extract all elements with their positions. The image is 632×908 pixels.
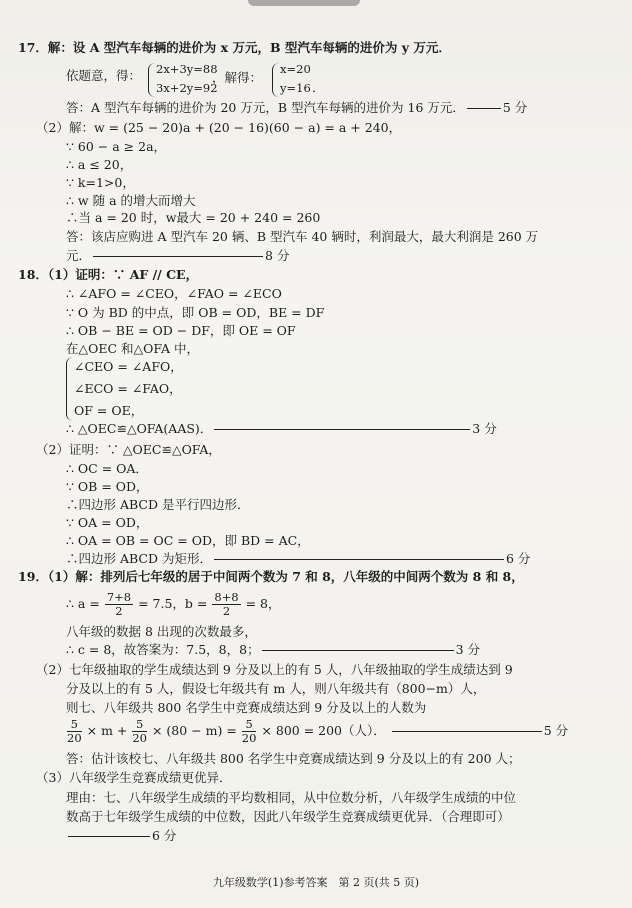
q19-answer: 答：估计该校七、八年级共 800 名学生中竞赛成绩达到 9 分及以上的有 200 人；: [66, 751, 521, 766]
q17-brace-1: [148, 63, 155, 97]
q19-part2-a: （2）七年级抽取的学生成绩达到 9 分及以上的有 5 人，八年级抽取的学生成绩达到 9: [36, 662, 513, 677]
q19-line-3: 八年级的数据 8 出现的次数最多，: [66, 624, 257, 639]
q17-score-8: 8 分: [265, 248, 290, 263]
q18-score-3: 3 分: [472, 421, 497, 436]
q18-line-5: 在△OEC 和△OFA 中，: [66, 341, 199, 356]
q18-part2: （2）证明：∵ △OEC≌△OFA，: [36, 442, 221, 457]
q17-solution-y: y=16: [280, 81, 311, 95]
q19-score-line: [66, 828, 176, 844]
q18-condition-2: ∠ECO = ∠FAO，: [74, 381, 182, 396]
q17-line-2-label: 依题意，得：: [66, 68, 142, 83]
q19-line-4: ∴ c = 8，故答案为：7.5，8，8； 3 分: [66, 642, 481, 657]
q17-solution-x: x=20: [280, 62, 311, 76]
q17-part2: （2）解：w = (25 − 20)a + (20 − 16)(60 − a) = a + 240，: [36, 120, 402, 135]
q18-line-3: ∵ O 为 BD 的中点，即 OB = OD，BE = DF: [66, 305, 325, 320]
q19-equation: $\frac{5}{20}$ × m + $\frac{5}{20}$ × (80 − m) = $\frac{5}{20}$ × 800 = 200（人）． 5 分: [67, 717, 569, 745]
fraction-a: $\frac{7+8}{2}$: [106, 590, 132, 618]
q18-condition-1: ∠CEO = ∠AFO，: [74, 359, 183, 374]
q17-system-eq2: 3x+2y=92: [156, 81, 218, 95]
q17-solve-label: ，解得：: [212, 70, 263, 85]
q17-line-5: ∵ 60 − a ≥ 2a，: [66, 139, 167, 154]
q18-line-4: ∴ OB − BE = OD − DF，即 OE = OF: [66, 323, 296, 338]
q18-m5: ∴ OA = OB = OC = OD，即 BD = AC，: [66, 533, 310, 548]
q19-part2-c: 则七、八年级共 800 名学生中竞赛成绩达到 9 分及以上的人数为: [66, 700, 427, 715]
q17-line-7: ∵ k=1>0，: [66, 175, 135, 190]
q19-line-2: ∴ a = $\frac{7+8}{2}$ = 7.5，b = $\frac{8+8}{2}$ = 8，: [66, 590, 281, 618]
q17-line-6: ∴ a ≤ 20，: [66, 157, 133, 172]
q17-period: ．: [312, 80, 325, 95]
q17-line-8: ∴ w 随 a 的增大而增大: [66, 193, 196, 208]
q18-m2: ∵ OB = OD，: [66, 479, 149, 494]
fraction-5-20-a: $\frac{5}{20}$: [67, 717, 82, 745]
q18-score-6: 6 分: [505, 551, 531, 566]
fraction-5-20-b: $\frac{5}{20}$: [132, 717, 147, 745]
q18-m1: ∴ OC = OA．: [66, 461, 148, 476]
fraction-b: $\frac{8+8}{2}$: [214, 590, 239, 618]
q19-reason-1: 理由：七、八年级学生成绩的平均数相同，从中位数分析，八年级学生成绩的中位: [66, 790, 517, 805]
q18-m3: ∴四边形 ABCD 是平行四边形．: [66, 497, 250, 512]
q19-part2-b: 分及以上的有 5 人，假设七年级共有 m 人，则八年级共有（800−m）人，: [66, 681, 486, 696]
page-footer: 九年级数学(1)参考答案 第 2 页(共 5 页): [212, 876, 420, 889]
q19-reason-2: 数高于七年级学生成绩的中位数，因此八年级学生竞赛成绩更优异．（合理即可）: [66, 809, 510, 824]
q17-answer-1: 答：A 型汽车每辆的进价为 20 万元，B 型汽车每辆的进价为 16 万元． 5 分: [66, 100, 528, 115]
q18-m4: ∵ OA = OD，: [66, 515, 149, 530]
q19-score-6: 6 分: [152, 828, 177, 843]
q17-line-11: 元． 8 分: [66, 248, 290, 263]
q19-score-5: 5 分: [543, 723, 569, 738]
q17-system-eq1: 2x+3y=88: [156, 62, 218, 76]
q17-line-9: ∴当 a = 20 时，w最大 = 20 + 240 = 260: [66, 210, 321, 225]
q18-m6: ∴四边形 ABCD 为矩形． 6 分: [66, 551, 531, 566]
q19-line-1: 19．（1）解：排列后七年级的居于中间两个数为 7 和 8，八年级的中间两个数为 8 和 8，: [18, 569, 524, 584]
q18-line-1: 18．（1）证明：∵ AF // CE，: [18, 267, 199, 282]
q18-line-6: ∴ △OEC≌△OFA(AAS)． 3 分: [66, 421, 497, 436]
binding-mark: [248, 0, 360, 6]
q18-line-2: ∴ ∠AFO = ∠CEO，∠FAO = ∠ECO: [66, 286, 282, 301]
q17-brace-2: [272, 63, 279, 97]
q18-condition-3: OF = OE，: [74, 403, 144, 418]
q19-score-3: 3 分: [455, 642, 481, 657]
q18-brace: [66, 357, 73, 421]
q17-score-5: 5 分: [502, 100, 528, 115]
q17-line-1: 17．解：设 A 型汽车每辆的进价为 x 万元，B 型汽车每辆的进价为 y 万元．: [18, 40, 451, 55]
q17-line-10: 答：该店应购进 A 型汽车 20 辆、B 型汽车 40 辆时，利润最大，最大利润是 260 万: [66, 229, 539, 244]
fraction-5-20-c: $\frac{5}{20}$: [241, 717, 257, 745]
q19-part3: （3）八年级学生竞赛成绩更优异．: [36, 770, 232, 785]
